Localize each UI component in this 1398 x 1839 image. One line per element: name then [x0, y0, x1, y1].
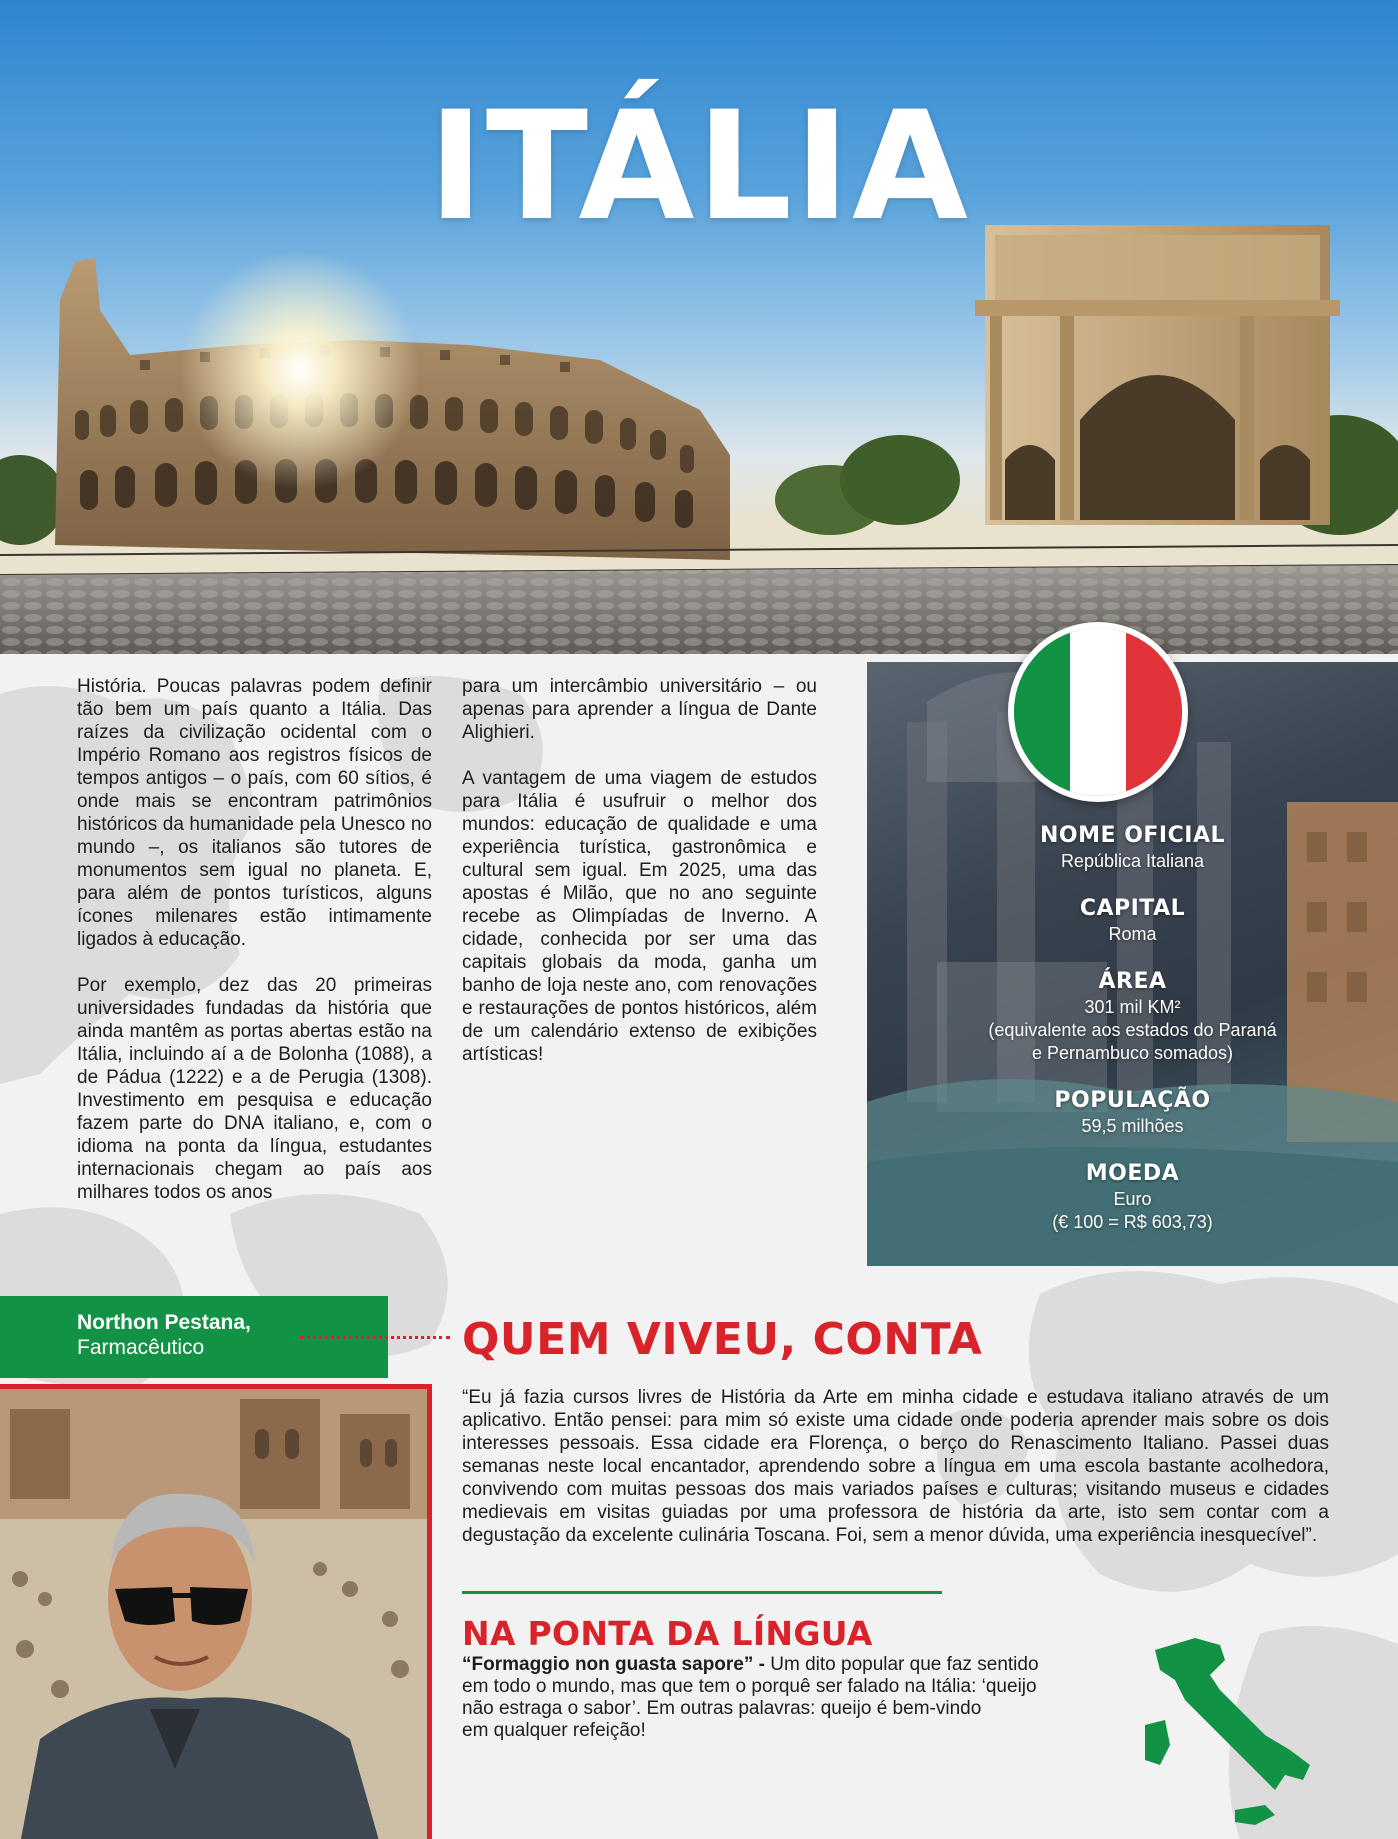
author-job: Farmacêutico [77, 1336, 205, 1359]
fact-label: CAPITAL [1079, 896, 1186, 921]
testimonial-heading: QUEM VIVEU, CONTA [462, 1314, 983, 1365]
article-column-1 [77, 675, 432, 1227]
hero-banner [0, 0, 1398, 654]
testimonial-quote: “Eu já fazia cursos livres de História da Arte em minha cidade e estudava italiano através de um aplicativo. Então pensei: para mim só existe uma cidade onde poderia aprender mais sobre os dois interesses pessoais. Essa cidade era Florença, o berço do Renascimento Italiano. Passei duas semanas neste local encantador, aprendendo sobre a língua em uma escola bastante acolhedora, convivendo com muitas pessoas dos mais variados países e culturas; visitando museus e cidades medievais em visitas guiadas por uma professora de história da arte, isto sem contar com a degustação da excelente culinária Toscana. Foi, sem a menor dúvida, uma experiência inesquecível”. [462, 1387, 1329, 1546]
fact-value: República Italiana [1060, 851, 1205, 871]
fact-population [867, 1087, 1398, 1138]
article-paragraph-3: A vantagem de uma viagem de estudos para Itália é usufruir o melhor dos mundos: educação de qualidade e uma experiência turística, gastronômica e cultural sem igual. Em 2025, uma das apostas é Milão, que no ano seguinte recebe as Olimpíadas de Inverno. A cidade, conhecida por ser uma das capitais globais da moda, ganha um banho de loja neste ano, com renovações e restaurações de pontos históricos, além de um calendário extenso de exibições artísticas! [462, 768, 817, 1065]
article-paragraph-1: História. Poucas palavras podem definir tão bem um país quanto a Itália. Das raízes da civilização ocidental com o Império Romano aos registros físicos de tempos antigos – o país, com 60 sítios, é onde mais se encontram patrimônios históricos da humanidade pela Unesco no mundo –, os italianos são tutores de monumentos sem igual no planeta. E, para além de pontos turísticos, alguns ícones milenares estão intimamente ligados à educação. [77, 676, 432, 950]
country-facts [867, 822, 1398, 1256]
fact-note: e Pernambuco somados) [1031, 1043, 1234, 1063]
article-paragraph-2-continued: para um intercâmbio universitário – ou apenas para aprender a língua de Dante Alighieri. [462, 676, 817, 743]
italy-flag-icon [1008, 622, 1188, 802]
fact-currency [867, 1160, 1398, 1234]
italy-map-icon [1125, 1630, 1335, 1839]
fact-label: POPULAÇÃO [1054, 1088, 1211, 1113]
tip-text [462, 1654, 1122, 1742]
tip-text-line: em todo o mundo, mas que tem o porquê ser falado na Itália: ‘queijo [462, 1676, 1037, 1697]
tip-saying: “Formaggio non guasta sapore” - [462, 1654, 765, 1675]
fact-value: 301 mil KM² [1084, 997, 1181, 1017]
fact-label: MOEDA [1085, 1161, 1180, 1186]
fact-official-name [867, 822, 1398, 873]
author-photo [0, 1384, 432, 1839]
fact-capital [867, 895, 1398, 946]
tip-text-line: não estraga o sabor’. Em outras palavras: queijo é bem-vindo [462, 1698, 982, 1719]
fact-note: (€ 100 = R$ 603,73) [1052, 1212, 1213, 1232]
fact-value: 59,5 milhões [1081, 1116, 1184, 1136]
fact-label: ÁREA [1098, 969, 1167, 994]
page-title: ITÁLIA [427, 80, 971, 254]
author-name: Northon Pestana, [77, 1311, 251, 1334]
article-paragraph-2: Por exemplo, dez das 20 primeiras universidades fundadas da história que ainda mantêm as portas abertas estão na Itália, incluindo aí a de Bolonha (1088), a de Pádua (1222) e a de Perugia (1308). Investimento em pesquisa e educação fazem parte do DNA italiano, e, com o idioma na ponta da língua, estudantes internacionais chegam ao país aos milhares todos os anos [77, 975, 432, 1203]
fact-note: (equivalente aos estados do Paraná [988, 1020, 1277, 1040]
tip-heading: NA PONTA DA LÍNGUA [462, 1614, 873, 1653]
section-divider [462, 1591, 942, 1594]
fact-area [867, 968, 1398, 1065]
article-column-2 [462, 675, 817, 1089]
dotted-connector [300, 1336, 450, 1339]
fact-value: Roma [1108, 924, 1157, 944]
tip-text-line: Um dito popular que faz sentido [764, 1654, 1039, 1675]
author-photo-illustration [0, 1389, 432, 1839]
tip-text-line: em qualquer refeição! [462, 1720, 646, 1741]
fact-value: Euro [1113, 1189, 1152, 1209]
fact-label: NOME OFICIAL [1040, 823, 1225, 848]
